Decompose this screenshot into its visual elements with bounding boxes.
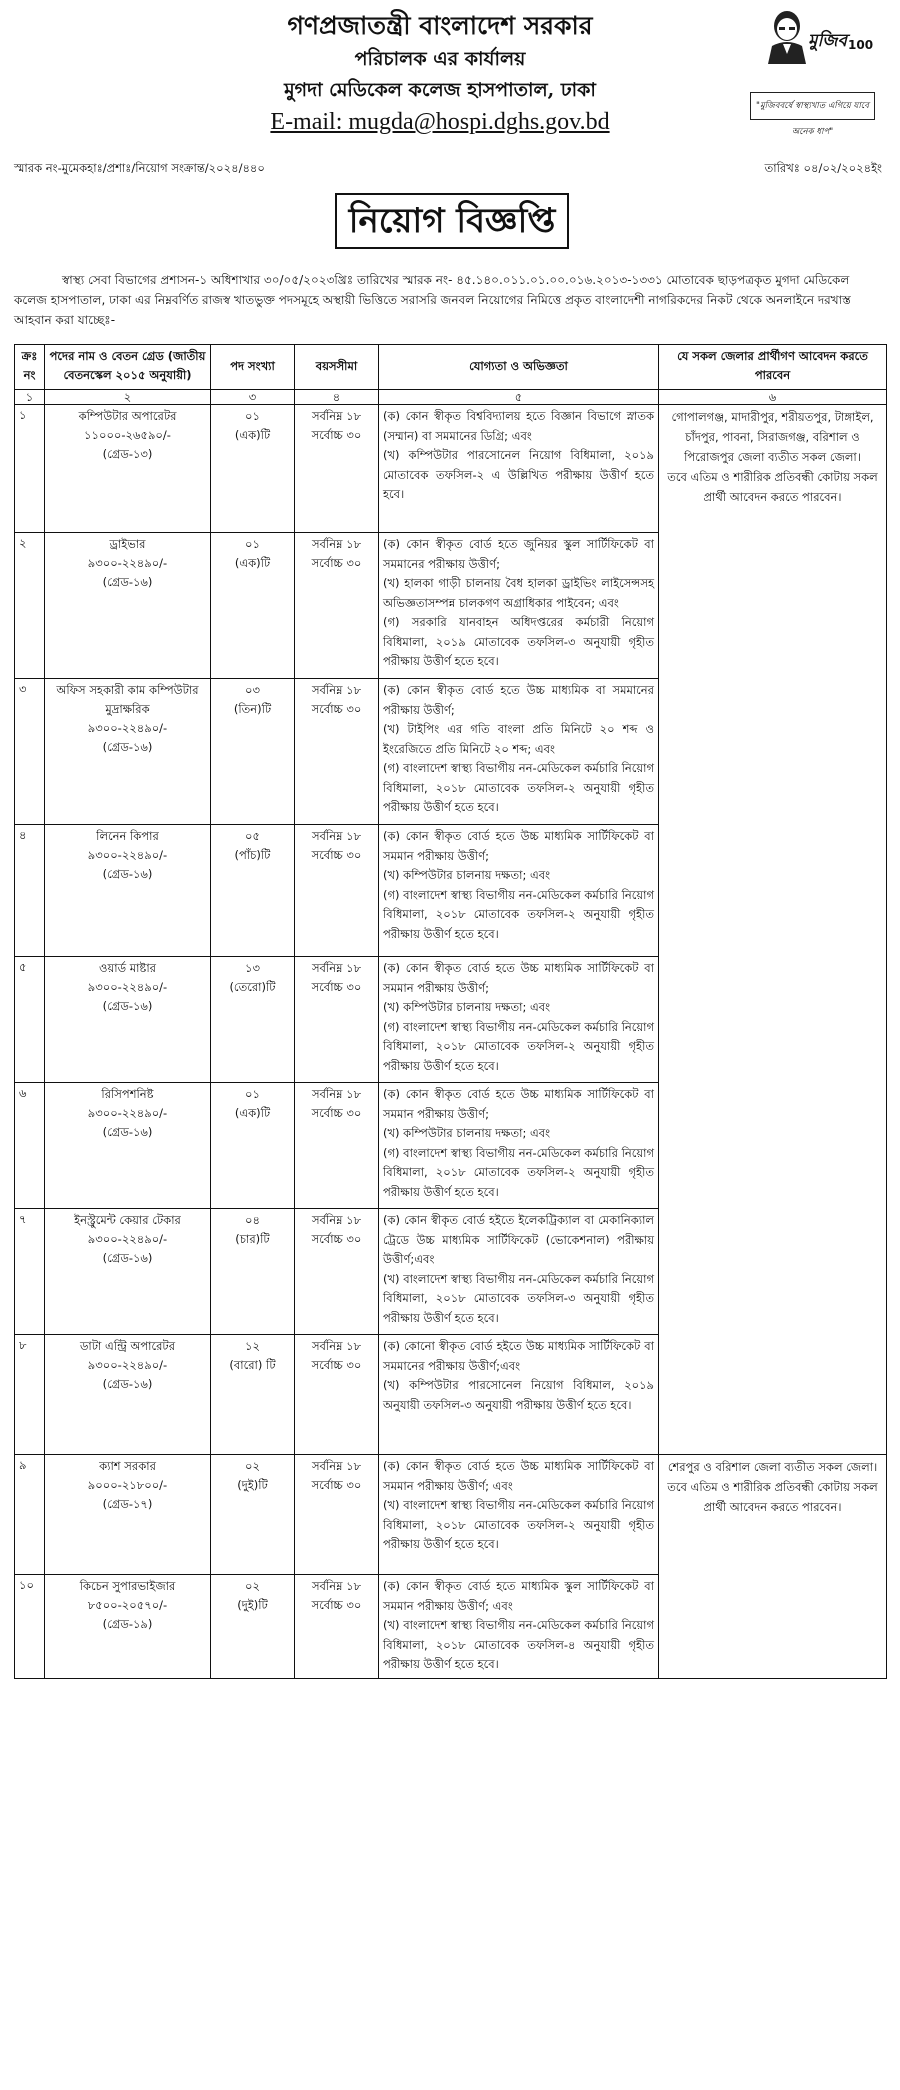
qualification-item: (খ) বাংলাদেশ স্বাস্থ্য বিভাগীয় নন-মেডিকেল কর্মচারি নিয়োগ বিধিমালা, ২০১৮ মোতাবেক তফসিল-২ অনুযায়ী গৃহীত পরীক্ষায় উত্তীর্ণ হতে হবে। [383,1498,654,1551]
pay-scale: ৯৩০০-২২৪৯০/- [87,721,168,735]
qualification-item: (খ) কম্পিউটার চালনায় দক্ষতা; এবং [383,868,551,882]
qualification-item: (ক) কোন স্বীকৃত বোর্ড হতে উচ্চ মাধ্যমিক সার্টিফিকেট বা সমমান পরীক্ষায় উত্তীর্ণ; [383,961,654,995]
pay-scale: ৯৩০০-২২৪৯০/- [87,1232,168,1246]
qualification-item: (ক) কোন স্বীকৃত বোর্ড হতে উচ্চ মাধ্যমিক সার্টিফিকেট বা সমমান পরীক্ষায় উত্তীর্ণ; এবং [383,1459,654,1493]
age-limit-cell [295,825,379,957]
qualification-item: (গ) বাংলাদেশ স্বাস্থ্য বিভাগীয় নন-মেডিকেল কর্মচারি নিয়োগ বিধিমালা, ২০১৮ মোতাবেক তফসিল-২ অনুযায়ী গৃহীত পরীক্ষায় উত্তীর্ণ হতে হবে। [383,1145,654,1199]
row-serial: ১ [15,405,45,533]
post-count-words: (পাঁচ)টি [234,848,271,862]
post-count-words: (এক)টি [234,556,271,570]
pay-scale: ৮৫০০-২০৫৭০/- [87,1598,168,1612]
table-header-row [15,345,887,390]
post-count: ০১ [245,537,260,551]
age-min: সর্বনিম্ন ১৮ [311,1339,362,1353]
age-min: সর্বনিম্ন ১৮ [311,1087,362,1101]
header-districts: যে সকল জেলার প্রার্থীগণ আবেদন করতে পারবেন [659,345,887,390]
pay-scale: ৯০০০-২১৮০০/- [87,1478,168,1492]
age-max: সর্বোচ্চ ৩০ [311,556,362,570]
age-max: সর্বোচ্চ ৩০ [311,1232,362,1246]
post-name: রিসিপশনিষ্ট [101,1087,154,1101]
age-min: সর্বনিম্ন ১৮ [311,1459,362,1473]
letterhead [0,0,900,150]
qualification-item: (খ) কম্পিউটার পারসোনেল নিয়োগ বিধিমালা, ২০১৯ মোতাবেক তফসিল-২ এ উল্লিখিত পরীক্ষায় উত্তীর্ণ হতে হবে। [383,448,654,501]
post-name: অফিস সহকারী কাম কম্পিউটার মুদ্রাক্ষরিক [56,683,199,716]
qualification-item: (খ) কম্পিউটার পারসোনেল নিয়োগ বিধিমাল, ২০১৯ অনুযায়ী তফসিল-৩ অনুযায়ী পরীক্ষায় উত্তীর্ণ হতে হবে। [383,1378,654,1412]
header-count: পদ সংখ্যা [211,345,295,390]
qualification-item: (গ) বাংলাদেশ স্বাস্থ্য বিভাগীয় নন-মেডিকেল কর্মচারি নিয়োগ বিধিমালা, ২০১৮ মোতাবেক তফসিল-২ অনুযায়ী গৃহীত পরীক্ষায় উত্তীর্ণ হতে হবে। [383,1019,654,1073]
post-count-words: (চার)টি [235,1232,270,1246]
post-count: ১২ [245,1339,260,1353]
post-cell [45,533,211,679]
post-count-words: (এক)টি [234,1106,271,1120]
age-min: সর্বনিম্ন ১৮ [311,961,362,975]
age-limit-cell [295,679,379,825]
pay-scale: ৯৩০০-২২৪৯০/- [87,1358,168,1372]
posts-table [14,344,887,1679]
qualification-item: (ক) কোন স্বীকৃত বোর্ড হতে উচ্চ মাধ্যমিক সার্টিফিকেট বা সমমান পরীক্ষায় উত্তীর্ণ; [383,829,654,863]
qualification-item: (ক) কোন স্বীকৃত বোর্ড হতে উচ্চ মাধ্যমিক সার্টিফিকেট বা সমমান পরীক্ষায় উত্তীর্ণ; [383,1087,654,1121]
row-serial: ৭ [15,1209,45,1335]
header-qualification: যোগ্যতা ও অভিজ্ঞতা [379,345,659,390]
age-max: সর্বোচ্চ ৩০ [311,1358,362,1372]
qualification-item: (খ) টাইপিং এর গতি বাংলা প্রতি মিনিটে ২০ শব্দ ও ইংরেজিতে প্রতি মিনিটে ২০ শব্দ; এবং [383,722,654,756]
post-count: ০১ [245,409,260,423]
column-number-row [15,390,887,405]
row-serial: ৩ [15,679,45,825]
post-count: ০৪ [245,1213,260,1227]
age-min: সর্বনিম্ন ১৮ [311,409,362,423]
qualification-cell [379,825,659,957]
age-min: সর্বনিম্ন ১৮ [311,1579,362,1593]
post-cell [45,1455,211,1575]
post-count-cell [211,957,295,1083]
age-min: সর্বনিম্ন ১৮ [311,1213,362,1227]
age-limit-cell [295,533,379,679]
age-max: সর্বোচ্চ ৩০ [311,1478,362,1492]
pay-grade: (গ্রেড-১৯) [102,1617,153,1631]
qualification-cell [379,1455,659,1575]
header-age: বয়সসীমা [295,345,379,390]
post-count-cell [211,679,295,825]
pay-scale: ৯৩০০-২২৪৯০/- [87,848,168,862]
qualification-cell [379,1575,659,1679]
post-cell [45,1575,211,1679]
issue-date: তারিখঃ ০৪/০২/২০২৪ইং [764,161,882,175]
post-count: ০২ [245,1579,260,1593]
row-serial: ১০ [15,1575,45,1679]
post-cell [45,1335,211,1455]
quota-note: তবে এতিম ও শারীরিক প্রতিবন্ধী কোটায় সকল প্রার্থী আবেদন করতে পারবেন। [667,470,878,504]
post-cell [45,679,211,825]
post-count-cell [211,825,295,957]
qualification-cell [379,679,659,825]
column-number: ২ [45,390,211,405]
logo-number: 100 [848,38,874,52]
post-name: ইনস্ট্রুমেন্ট কেয়ার টেকার [74,1213,181,1227]
post-name: ওয়ার্ড মাষ্টার [99,961,156,975]
qualification-cell [379,1335,659,1455]
age-min: সর্বনিম্ন ১৮ [311,683,362,697]
post-count-cell [211,1335,295,1455]
age-limit-cell [295,957,379,1083]
post-count-words: (তিন)টি [233,702,272,716]
pay-grade: (গ্রেড-১৬) [102,1377,153,1391]
pay-scale: ৯৩০০-২২৪৯০/- [87,556,168,570]
post-count: ০১ [245,1087,260,1101]
qualification-cell [379,405,659,533]
age-limit-cell [295,405,379,533]
pay-grade: (গ্রেড-১৬) [102,999,153,1013]
post-count: ০২ [245,1459,260,1473]
post-count-cell [211,1455,295,1575]
eligible-districts-cell [659,405,887,1455]
age-limit-cell [295,1335,379,1455]
post-count: ০৫ [245,829,260,843]
letterhead-text [140,8,740,138]
qualification-item: (খ) বাংলাদেশ স্বাস্থ্য বিভাগীয় নন-মেডিকেল কর্মচারি নিয়োগ বিধিমালা, ২০১৮ মোতাবেক তফসিল-৩ অনুযায়ী গৃহীত পরীক্ষায় উত্তীর্ণ হতে হবে। [383,1271,654,1325]
post-name: ক্যাশ সরকার [99,1459,156,1473]
eligible-districts: গোপালগঞ্জ, মাদারীপুর, শরীয়তপুর, টাঙ্গাইল, চাঁদপুর, পাবনা, সিরাজগঞ্জ, বরিশাল ও পিরোজপুর জেলা ব্যতীত সকল জেলা। [671,410,874,464]
qualification-item: (ক) কোন স্বীকৃত বোর্ড হতে মাধ্যমিক স্কুল সার্টিফিকেট বা সমমান পরীক্ষায় উত্তীর্ণ; এবং [383,1579,654,1613]
row-serial: ৮ [15,1335,45,1455]
age-min: সর্বনিম্ন ১৮ [311,829,362,843]
pay-scale: ১১০০০-২৬৫৯০/- [84,428,171,442]
post-count-cell [211,1083,295,1209]
post-count-words: (বারো) টি [229,1358,276,1372]
age-max: সর্বোচ্চ ৩০ [311,1598,362,1612]
post-count: ০৩ [245,683,260,697]
post-name: লিনেন কিপার [96,829,159,843]
age-max: সর্বোচ্চ ৩০ [311,428,362,442]
qualification-cell [379,957,659,1083]
qualification-item: (খ) কম্পিউটার চালনায় দক্ষতা; এবং [383,1126,551,1140]
qualification-item: (গ) সরকারি যানবাহন অধিদপ্তরের কর্মচারী নিয়োগ বিধিমালা, ২০১৯ মোতাবেক তফসিল-৩ অনুযায়ী গৃহীত পরীক্ষায় উত্তীর্ণ হতে হবে। [383,615,654,668]
pay-grade: (গ্রেড-১৬) [102,1125,153,1139]
eligible-districts: শেরপুর ও বরিশাল জেলা ব্যতীত সকল জেলা। [667,1460,878,1474]
qualification-item: (গ) বাংলাদেশ স্বাস্থ্য বিভাগীয় নন-মেডিকেল কর্মচারি নিয়োগ বিধিমালা, ২০১৮ মোতাবেক তফসিল-২ অনুযায়ী গৃহীত পরীক্ষায় উত্তীর্ণ হতে হবে। [383,761,654,814]
row-serial: ৫ [15,957,45,1083]
post-name: ড্রাইভার [109,537,146,551]
post-count-words: (দুই)টি [237,1598,268,1612]
qualification-item: (খ) হালকা গাড়ী চালনায় বৈধ হালকা ড্রাইভিং লাইসেন্সসহ অভিজ্ঞতাসম্পন্ন চালকগণ অগ্রাধিকার পাইবেন; এবং [383,576,654,610]
slogan-box: "মুজিববর্ষে স্বাস্থ্যখাত এগিয়ে যাবে অনেক ধাপ" [750,92,875,120]
row-serial: ৪ [15,825,45,957]
intro-text: স্বাস্থ্য সেবা বিভাগের প্রশাসন-১ অধিশাখার ৩০/০৫/২০২৩খ্রিঃ তারিখের স্মারক নং- ৪৫.১৪০.০১১.০১.০০.০১৬.২০১৩-১৩৩১ মোতাবেক ছাড়পত্রকৃত মুগদা মেডিকেল কলেজ হাসপাতাল, ঢাকা এর নিম্নবর্ণিত রাজস্ব খাতভুক্ত পদসমূহে অস্থায়ী ভিত্তিতে সরাসরি জনবল নিয়োগের নিমিত্তে প্রকৃত বাংলাদেশী নাগরিকদের নিকট থেকে অনলাইনে দরখাস্ত আহবান করা যাচ্ছেঃ- [14,273,851,327]
age-max: সর্বোচ্চ ৩০ [311,702,362,716]
column-number: ৬ [659,390,887,405]
column-number: ৪ [295,390,379,405]
post-count-cell [211,533,295,679]
post-count-cell [211,1209,295,1335]
age-limit-cell [295,1083,379,1209]
qualification-item: (ক) কোন স্বীকৃত বোর্ড হইতে ইলেকট্রিক্যাল বা মেকানিক্যাল ট্রেডে উচ্চ মাধ্যমিক সার্টিফিকেট (ভোকেশনাল) পরীক্ষায় উত্তীর্ণ;এবং [383,1213,654,1266]
age-max: সর্বোচ্চ ৩০ [311,1106,362,1120]
notice-title: নিয়োগ বিজ্ঞপ্তি [335,193,569,249]
government-title: গণপ্রজাতন্ত্রী বাংলাদেশ সরকার [287,11,593,40]
qualification-item: (ক) কোন স্বীকৃত বিশ্ববিদ্যালয় হতে বিজ্ঞান বিভাগে স্নাতক (সম্মান) বা সমমানের ডিগ্রি; এবং [383,409,654,443]
office-name: পরিচালক এর কার্যালয় [354,48,526,70]
logo-text: মুজিব [808,31,847,51]
qualification-item: (খ) বাংলাদেশ স্বাস্থ্য বিভাগীয় নন-মেডিকেল কর্মচারি নিয়োগ বিধিমালা, ২০১৮ মোতাবেক তফসিল-৪ অনুযায়ী গৃহীত পরীক্ষায় উত্তীর্ণ হতে হবে। [383,1618,654,1671]
pay-scale: ৯৩০০-২২৪৯০/- [87,1106,168,1120]
post-count-words: (তেরো)টি [229,980,276,994]
qualification-item: (ক) কোনো স্বীকৃত বোর্ড হইতে উচ্চ মাধ্যমিক সার্টিফিকেট বা সমমানের পরীক্ষায় উত্তীর্ণ;এবং [383,1339,654,1373]
pay-grade: (গ্রেড-১৩) [102,447,153,461]
pay-grade: (গ্রেড-১৬) [102,575,153,589]
pay-grade: (গ্রেড-১৬) [102,740,153,754]
qualification-cell [379,1209,659,1335]
post-name: কম্পিউটার অপারেটর [78,409,177,423]
qualification-cell [379,1083,659,1209]
intro-paragraph [14,270,886,330]
row-serial: ৯ [15,1455,45,1575]
post-count-cell [211,1575,295,1679]
post-cell [45,825,211,957]
age-limit-cell [295,1209,379,1335]
age-max: সর্বোচ্চ ৩০ [311,848,362,862]
eligible-districts-cell [659,1455,887,1679]
header-post: পদের নাম ও বেতন গ্রেড (জাতীয় বেতনস্কেল ২০১৫ অনুযায়ী) [45,345,211,390]
post-name: কিচেন সুপারভাইজার [79,1579,176,1593]
quota-note: তবে এতিম ও শারীরিক প্রতিবন্ধী কোটায় সকল প্রার্থী আবেদন করতে পারবেন। [667,1480,878,1514]
age-max: সর্বোচ্চ ৩০ [311,980,362,994]
row-serial: ২ [15,533,45,679]
mujib-100-logo [750,8,875,137]
pay-grade: (গ্রেড-১৭) [102,1497,153,1511]
row-serial: ৬ [15,1083,45,1209]
hospital-name: মুগদা মেডিকেল কলেজ হাসপাতাল, ঢাকা [284,79,596,101]
table-row [15,1455,887,1575]
header-serial: ক্রঃ নং [15,345,45,390]
portrait-icon [764,8,810,64]
age-limit-cell [295,1455,379,1575]
qualification-cell [379,533,659,679]
email-address: E-mail: mugda@hospi.dghs.gov.bd [270,109,610,135]
post-cell [45,1083,211,1209]
post-name: ডাটা এন্ট্রি অপারেটর [79,1339,176,1353]
pay-grade: (গ্রেড-১৬) [102,1251,153,1265]
pay-scale: ৯৩০০-২২৪৯০/- [87,980,168,994]
post-count: ১৩ [245,961,260,975]
column-number: ৫ [379,390,659,405]
table-row [15,405,887,533]
column-number: ৩ [211,390,295,405]
column-number: ১ [15,390,45,405]
post-count-words: (এক)টি [234,428,271,442]
qualification-item: (ক) কোন স্বীকৃত বোর্ড হতে উচ্চ মাধ্যমিক বা সমমানের পরীক্ষায় উত্তীর্ণ; [383,683,654,717]
age-limit-cell [295,1575,379,1679]
qualification-item: (গ) বাংলাদেশ স্বাস্থ্য বিভাগীয় নন-মেডিকেল কর্মচারি নিয়োগ বিধিমালা, ২০১৮ মোতাবেক তফসিল-২ অনুযায়ী গৃহীত পরীক্ষায় উত্তীর্ণ হতে হবে। [383,887,654,941]
age-min: সর্বনিম্ন ১৮ [311,537,362,551]
qualification-item: (ক) কোন স্বীকৃত বোর্ড হতে জুনিয়র স্কুল সার্টিফিকেট বা সমমানের পরীক্ষায় উত্তীর্ণ; [383,537,654,571]
pay-grade: (গ্রেড-১৬) [102,867,153,881]
post-cell [45,957,211,1083]
post-count-words: (দুই)টি [237,1478,268,1492]
post-count-cell [211,405,295,533]
memo-number: স্মারক নং-মুমেকহাঃ/প্রশাঃ/নিয়োগ সংক্রান্ত/২০২৪/৪৪০ [14,161,265,175]
qualification-item: (খ) কম্পিউটার চালনায় দক্ষতা; এবং [383,1000,551,1014]
post-cell [45,405,211,533]
post-cell [45,1209,211,1335]
